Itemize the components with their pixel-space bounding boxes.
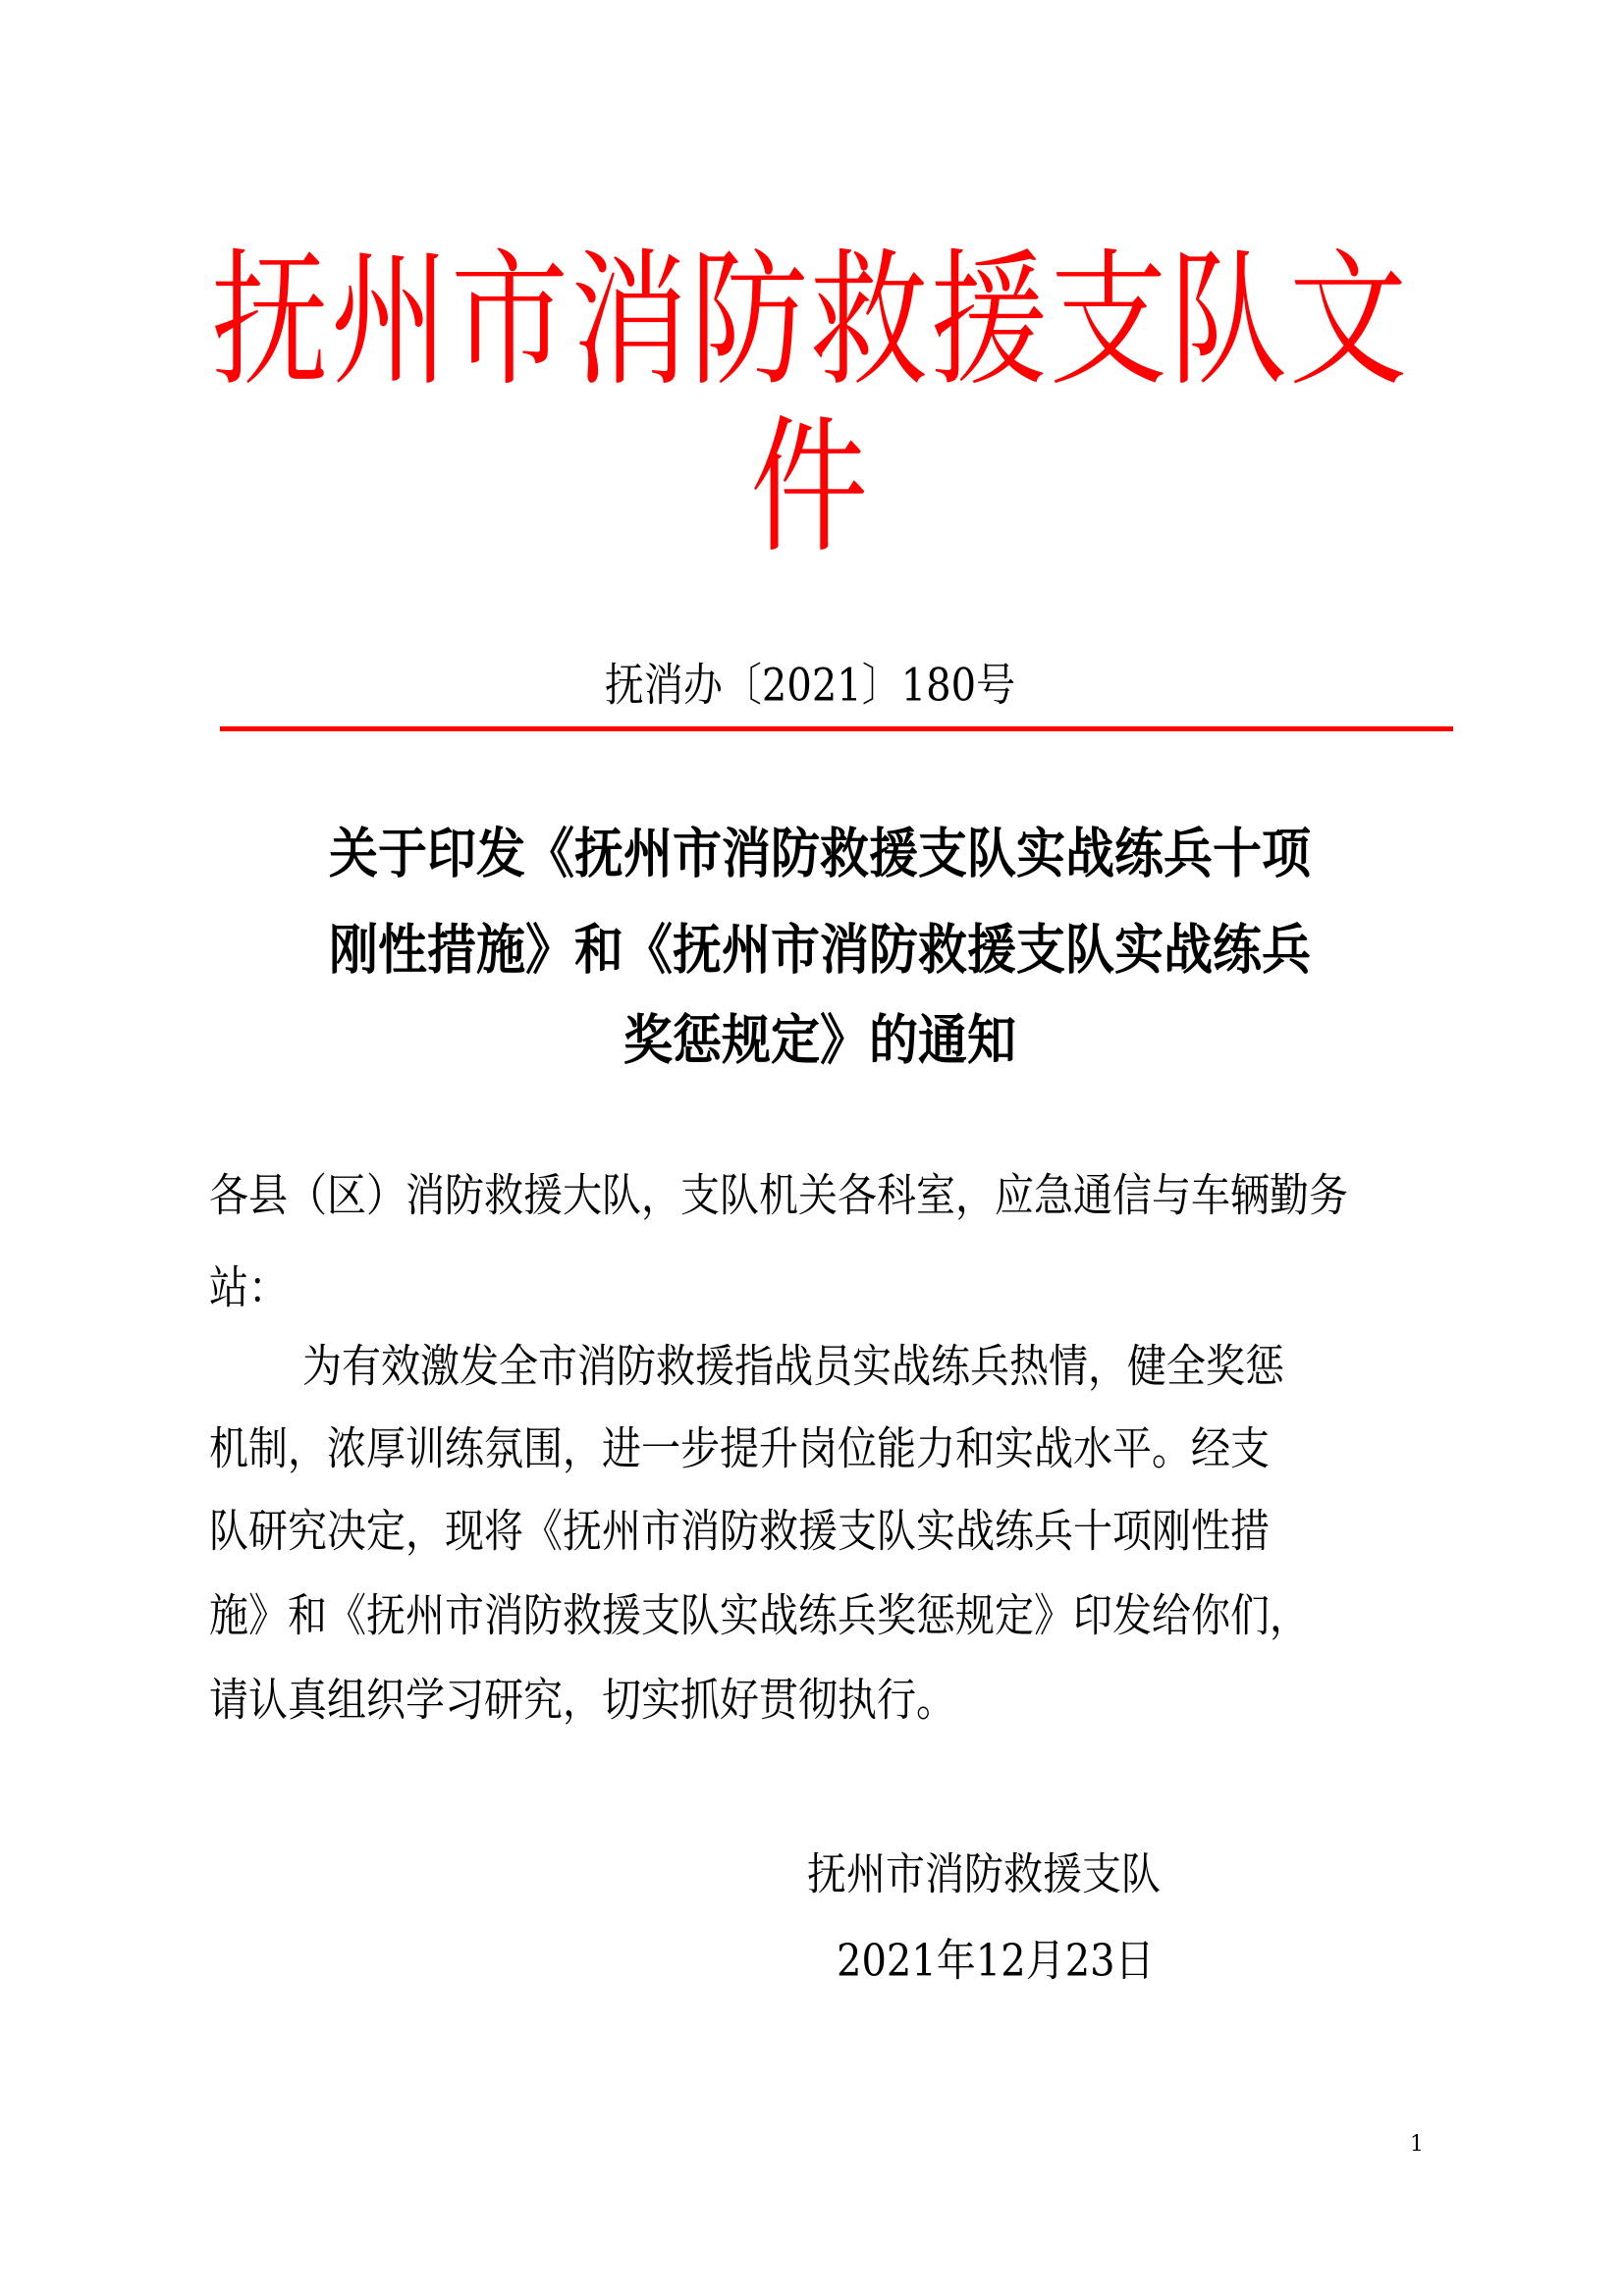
paragraph-line-5: 请认真组织学习研究，切实抓好贯彻执行。 [209, 1675, 955, 1728]
issuer-title-line-1: 抚州市消防救援支队文 [211, 236, 1409, 407]
page-number: 1 [1410, 2132, 1424, 2157]
signature: 抚州市消防救援支队 [807, 1849, 1161, 1900]
notice-title-line-3: 奖惩规定》的通知 [623, 1009, 1016, 1072]
paragraph-line-2: 机制，浓厚训练氛围，进一步提升岗位能力和实战水平。经支 [209, 1423, 1270, 1476]
document-number: 抚消办〔2021〕180号 [604, 660, 1016, 713]
paragraph-line-1: 为有效激发全市消防救援指战员实战练兵热情，健全奖惩 [302, 1341, 1284, 1394]
notice-title-line-2: 刚性措施》和《抚州市消防救援支队实战练兵 [329, 919, 1311, 982]
red-divider-line [220, 726, 1453, 731]
issuer-title-line-2: 件 [750, 402, 870, 574]
addressee-line-1: 各县（区）消防救援大队，支队机关各科室，应急通信与车辆勤务 [209, 1170, 1348, 1223]
addressee-line-2: 站： [209, 1262, 288, 1315]
issue-date: 2021年12月23日 [837, 1936, 1155, 1987]
notice-title-line-1: 关于印发《抚州市消防救援支队实战练兵十项 [329, 823, 1311, 885]
paragraph-line-4: 施》和《抚州市消防救援支队实战练兵奖惩规定》印发给你们， [209, 1590, 1309, 1643]
paragraph-line-3: 队研究决定，现将《抚州市消防救援支队实战练兵十项刚性措 [209, 1506, 1270, 1559]
